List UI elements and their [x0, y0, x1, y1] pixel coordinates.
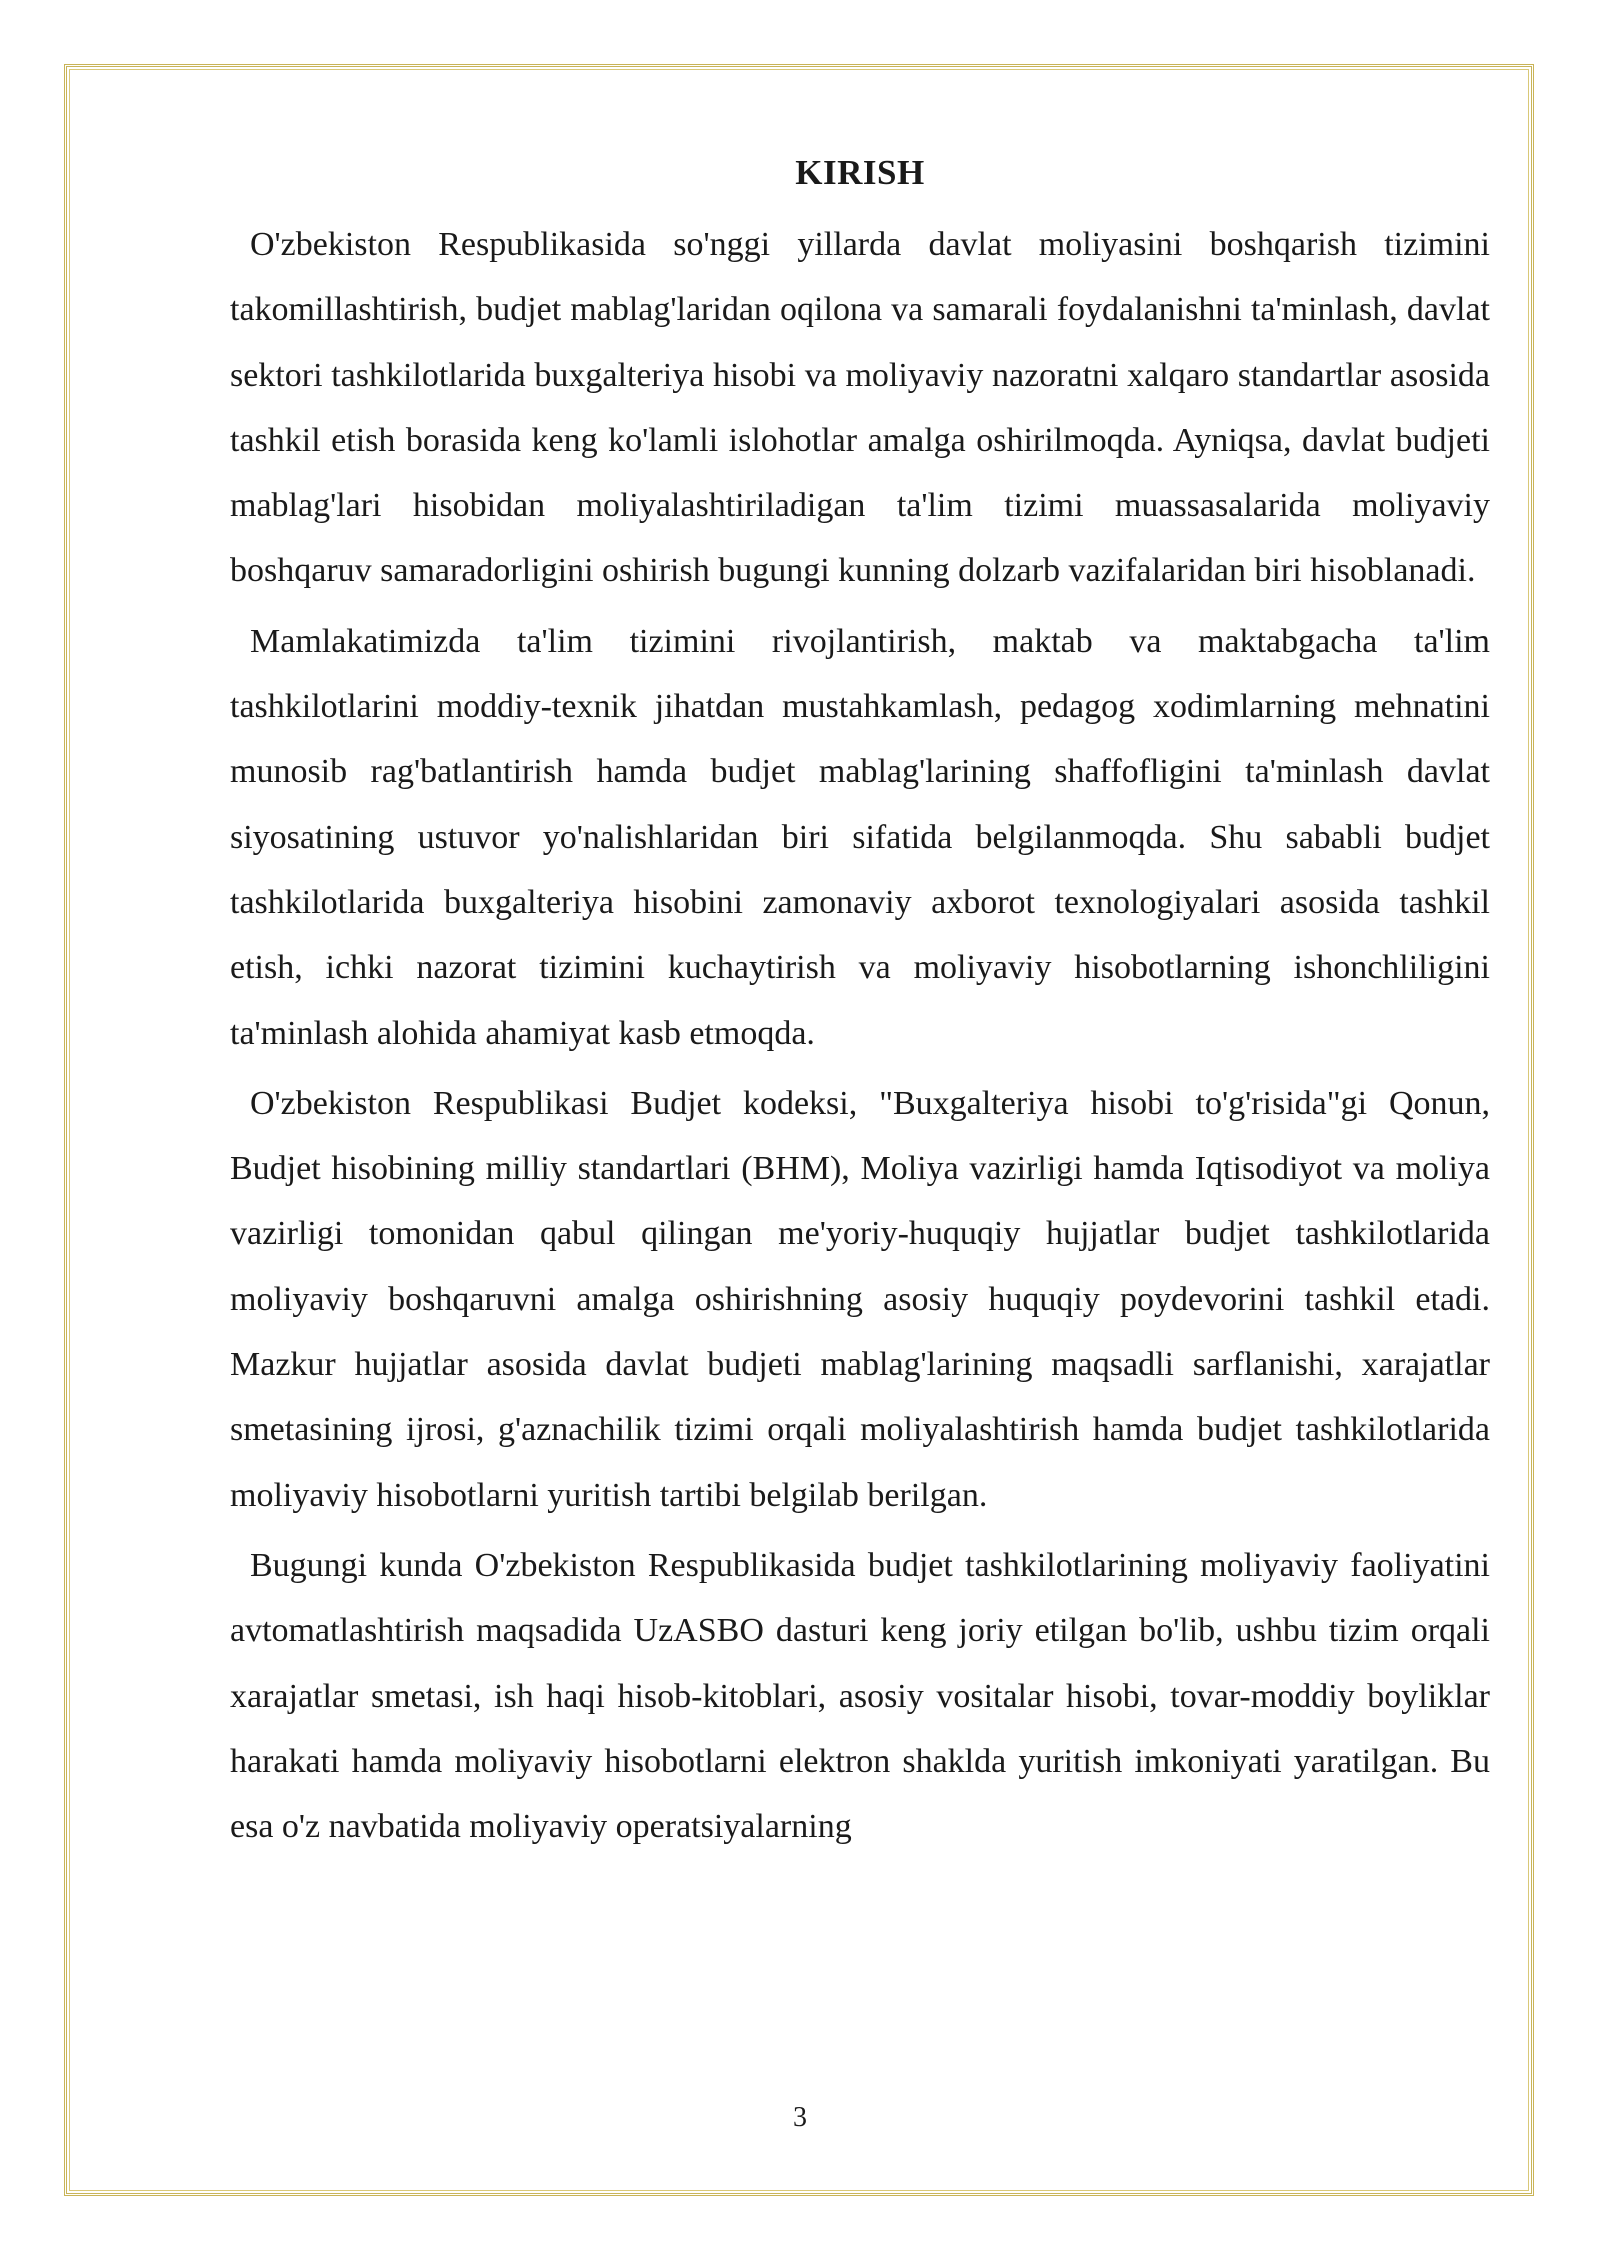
page-number: 3 — [793, 2102, 807, 2133]
page-title: KIRISH — [795, 153, 925, 192]
paragraph-2: Mamlakatimizda ta'lim tizimini rivojlantirish, maktab va maktabgacha ta'lim tashkilotlarini moddiy-texnik jihatdan mustahkamlash, pedagog xodimlarning mehnatini munosib rag'batlantirish hamda budjet mablag'larining shaffofligini ta'minlash davlat siyosatining ustuvor yo'nalishlaridan biri sifatida belgilanmoqda. Shu sababli budjet tashkilotlarida buxgalteriya hisobini zamonaviy axborot texnologiyalari asosida tashkil etish, ichki nazorat tizimini kuchaytirish va moliyaviy hisobotlarning ishonchliligini ta'minlash alohida ahamiyat kasb etmoqda. — [230, 622, 1490, 1052]
paragraph-3: O'zbekiston Respublikasi Budjet kodeksi, "Buxgalteriya hisobi to'g'risida"gi Qonun, Budjet hisobining milliy standartlari (BHM), Moliya vazirligi hamda Iqtisodiyot va moliya vazirligi tomonidan qabul qilingan me'yoriy-huquqiy hujjatlar budjet tashkilotlarida moliyaviy boshqaruvni amalga oshirishning asosiy huquqiy poydevorini tashkil etadi. Mazkur hujjatlar asosida davlat budjeti mablag'larining maqsadli sarflanishi, xarajatlar smetasining ijrosi, g'aznachilik tizimi orqali moliyalashtirish hamda budjet tashkilotlarida moliyaviy hisobotlarni yuritish tartibi belgilab berilgan. — [230, 1084, 1490, 1514]
paragraph-4: Bugungi kunda O'zbekiston Respublikasida budjet tashkilotlarining moliyaviy faoliyatini avtomatlashtirish maqsadida UzASBO dasturi keng joriy etilgan bo'lib, ushbu tizim orqali xarajatlar smetasi, ish haqi hisob-kitoblari, asosiy vositalar hisobi, tovar-moddiy boyliklar harakati hamda moliyaviy hisobotlarni elektron shaklda yuritish imkoniyati yaratilgan. Bu esa o'z navbatida moliyaviy operatsiyalarning — [230, 1546, 1490, 1846]
document-body — [230, 148, 1490, 1864]
paragraph-1: O'zbekiston Respublikasida so'nggi yillarda davlat moliyasini boshqarish tizimini takomillashtirish, budjet mablag'laridan oqilona va samarali foydalanishni ta'minlash, davlat sektori tashkilotlarida buxgalteriya hisobi va moliyaviy nazoratni xalqaro standartlar asosida tashkil etish borasida keng ko'lamli islohotlar amalga oshirilmoqda. Ayniqsa, davlat budjeti mablag'lari hisobidan moliyalashtiriladigan ta'lim tizimi muassasalarida moliyaviy boshqaruv samaradorligini oshirish bugungi kunning dolzarb vazifalaridan biri hisoblanadi. — [230, 226, 1490, 590]
